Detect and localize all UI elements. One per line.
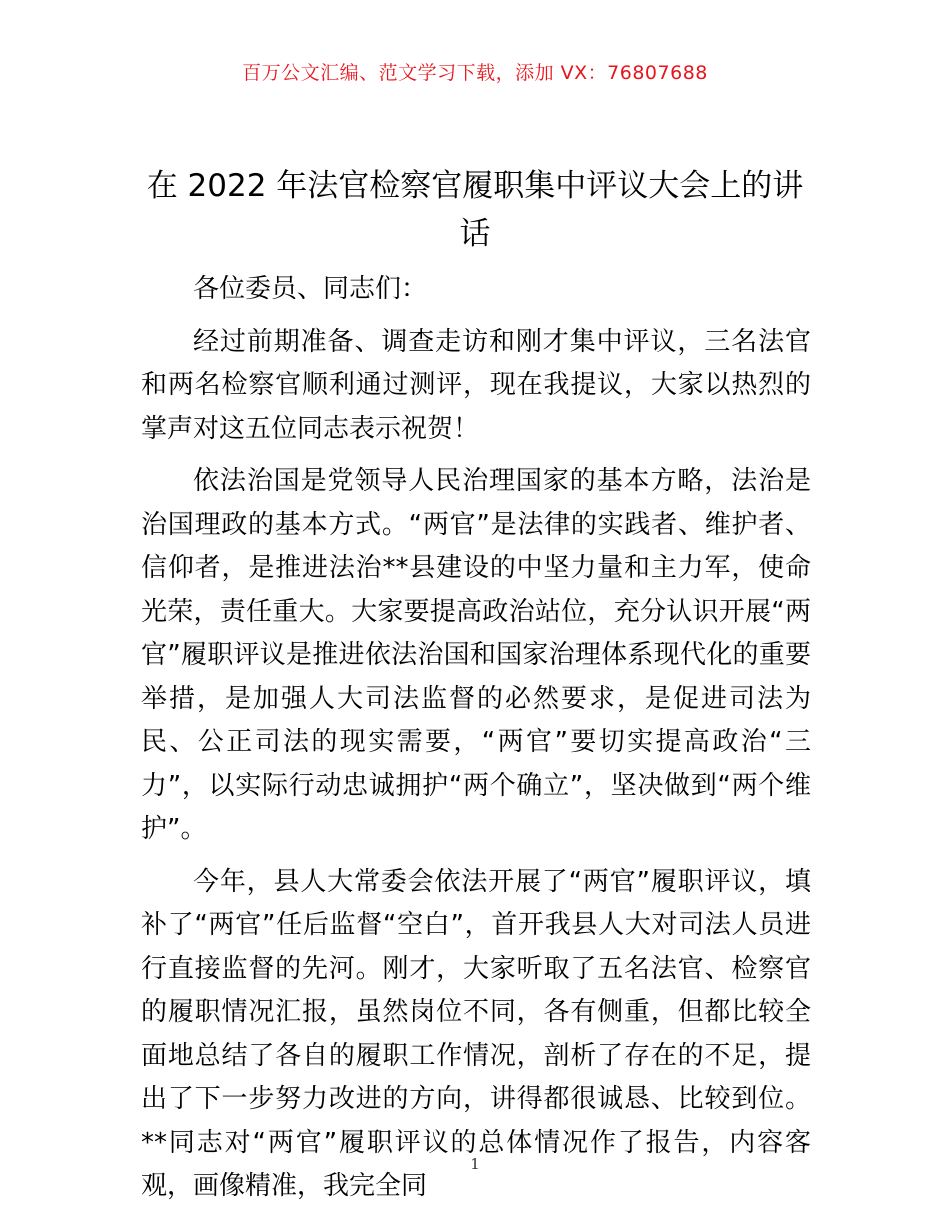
paragraph-3: 今年，县人大常委会依法开展了“两官”履职评议，填补了“两官”任后监督“空白”，首开我县人大对司法人员进行直接监督的先河。刚才，大家听取了五名法官、检察官的履职情况汇报，虽然岗位不同，各有侧重，但都比较全面地总结了各自的履职工作情况，剖析了存在的不足，提出了下一步努力改进的方向，讲得都很诚恳、比较到位。**同志对“两官”履职评议的总体情况作了报告，内容客观，画像精准，我完全同 <box>141 866 811 1201</box>
document-title: 在 2022 年法官检察官履职集中评议大会上的讲话 <box>146 168 804 252</box>
page-number: 1 <box>470 1155 480 1173</box>
document-body <box>141 268 811 1218</box>
salutation: 各位委员、同志们： <box>193 274 428 304</box>
header-watermark-note: 百万公文汇编、范文学习下载，添加 VX：76807688 <box>242 62 708 84</box>
paragraph-1: 经过前期准备、调查走访和刚才集中评议，三名法官和两名检察官顺利通过测评，现在我提议，大家以热烈的掌声对这五位同志表示祝贺！ <box>141 326 811 444</box>
paragraph-2: 依法治国是党领导人民治理国家的基本方略，法治是治国理政的基本方式。“两官”是法律的实践者、维护者、信仰者，是推进法治**县建设的中坚力量和主力军，使命光荣，责任重大。大家要提高政治站位，充分认识开展“两官”履职评议是推进依法治国和国家治理体系现代化的重要举措，是加强人大司法监督的必然要求，是促进司法为民、公正司法的现实需要，“两官”要切实提高政治“三力”，以实际行动忠诚拥护“两个确立”，坚决做到“两个维护”。 <box>141 466 811 844</box>
